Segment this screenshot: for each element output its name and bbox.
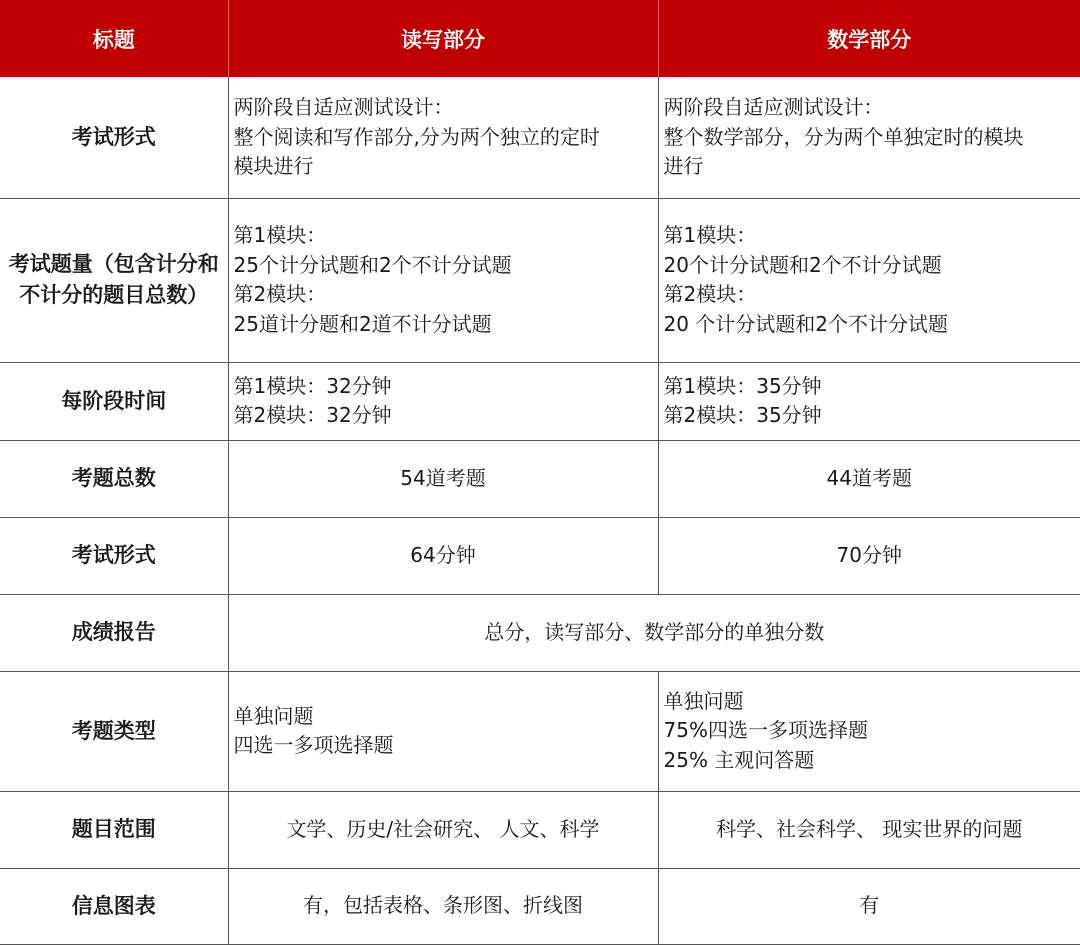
cell-math: 44道考题 — [658, 440, 1080, 517]
cell-line: 20 个计分试题和2个不计分试题 — [663, 311, 949, 336]
row-module-time — [0, 362, 1080, 440]
row-duration — [0, 517, 1080, 594]
row-label: 考试形式 — [0, 77, 228, 198]
cell-math: 科学、社会科学、 现实世界的问题 — [658, 791, 1080, 868]
row-total-questions — [0, 440, 1080, 517]
cell-line: 两阶段自适应测试设计： — [663, 95, 884, 119]
row-label: 每阶段时间 — [0, 362, 228, 440]
row-exam-format — [0, 77, 1080, 198]
cell-reading-writing — [228, 198, 658, 362]
cell-line: 单独问题 — [233, 703, 314, 728]
cell-reading-writing — [228, 77, 658, 198]
cell-math — [658, 671, 1080, 791]
cell-line: 第1模块： — [233, 223, 327, 247]
cell-line: 20个计分试题和2个不计分试题 — [663, 252, 942, 277]
cell-line: 进行 — [663, 154, 704, 178]
cell-line: 第2模块： — [233, 282, 327, 306]
cell-math — [658, 77, 1080, 198]
cell-reading-writing — [228, 362, 658, 440]
row-question-count — [0, 198, 1080, 362]
cell-line: 第2模块： — [663, 282, 757, 306]
cell-line: 整个阅读和写作部分,分为两个独立的定时 — [233, 124, 600, 149]
cell-line: 四选一多项选择题 — [233, 733, 394, 757]
cell-reading-writing: 文学、历史/社会研究、 人文、科学 — [228, 791, 658, 868]
cell-math: 70分钟 — [658, 517, 1080, 594]
header-math: 数学部分 — [658, 0, 1080, 77]
cell-reading-writing: 64分钟 — [228, 517, 658, 594]
cell-line: 模块进行 — [233, 154, 314, 178]
row-label — [0, 198, 228, 362]
cell-math — [658, 362, 1080, 440]
row-topic-scope — [0, 791, 1080, 868]
cell-reading-writing: 54道考题 — [228, 440, 658, 517]
cell-line: 25个计分试题和2个不计分试题 — [233, 252, 512, 277]
cell-line: 25道计分题和2道不计分试题 — [233, 311, 492, 336]
row-label: 考试形式 — [0, 517, 228, 594]
cell-merged: 总分，读写部分、数学部分的单独分数 — [228, 594, 1080, 671]
row-label: 题目范围 — [0, 791, 228, 868]
cell-line: 25% 主观问答题 — [663, 747, 815, 772]
cell-reading-writing — [228, 671, 658, 791]
row-score-report — [0, 594, 1080, 671]
header-reading-writing: 读写部分 — [228, 0, 658, 77]
cell-math — [658, 198, 1080, 362]
cell-line: 两阶段自适应测试设计： — [233, 95, 454, 119]
cell-line: 第2模块：35分钟 — [663, 403, 822, 427]
row-info-graphics — [0, 868, 1080, 944]
cell-line: 第1模块： — [663, 223, 757, 247]
cell-reading-writing: 有，包括表格、条形图、折线图 — [228, 868, 658, 944]
cell-math: 有 — [658, 868, 1080, 944]
row-label: 考题总数 — [0, 440, 228, 517]
row-label-text: 考试题量（包含计分和 不计分的题目总数） — [8, 252, 219, 307]
cell-line: 75%四选一多项选择题 — [663, 718, 868, 743]
cell-line: 整个数学部分，分为两个单独定时的模块 — [663, 124, 1024, 149]
cell-line: 第1模块：35分钟 — [663, 373, 822, 398]
row-label: 信息图表 — [0, 868, 228, 944]
row-question-types — [0, 671, 1080, 791]
row-label: 考题类型 — [0, 671, 228, 791]
header-title: 标题 — [0, 0, 228, 77]
cell-line: 第2模块：32分钟 — [233, 403, 392, 427]
cell-line: 第1模块：32分钟 — [233, 373, 392, 398]
header-row — [0, 0, 1080, 77]
row-label: 成绩报告 — [0, 594, 228, 671]
cell-line: 单独问题 — [663, 688, 744, 713]
